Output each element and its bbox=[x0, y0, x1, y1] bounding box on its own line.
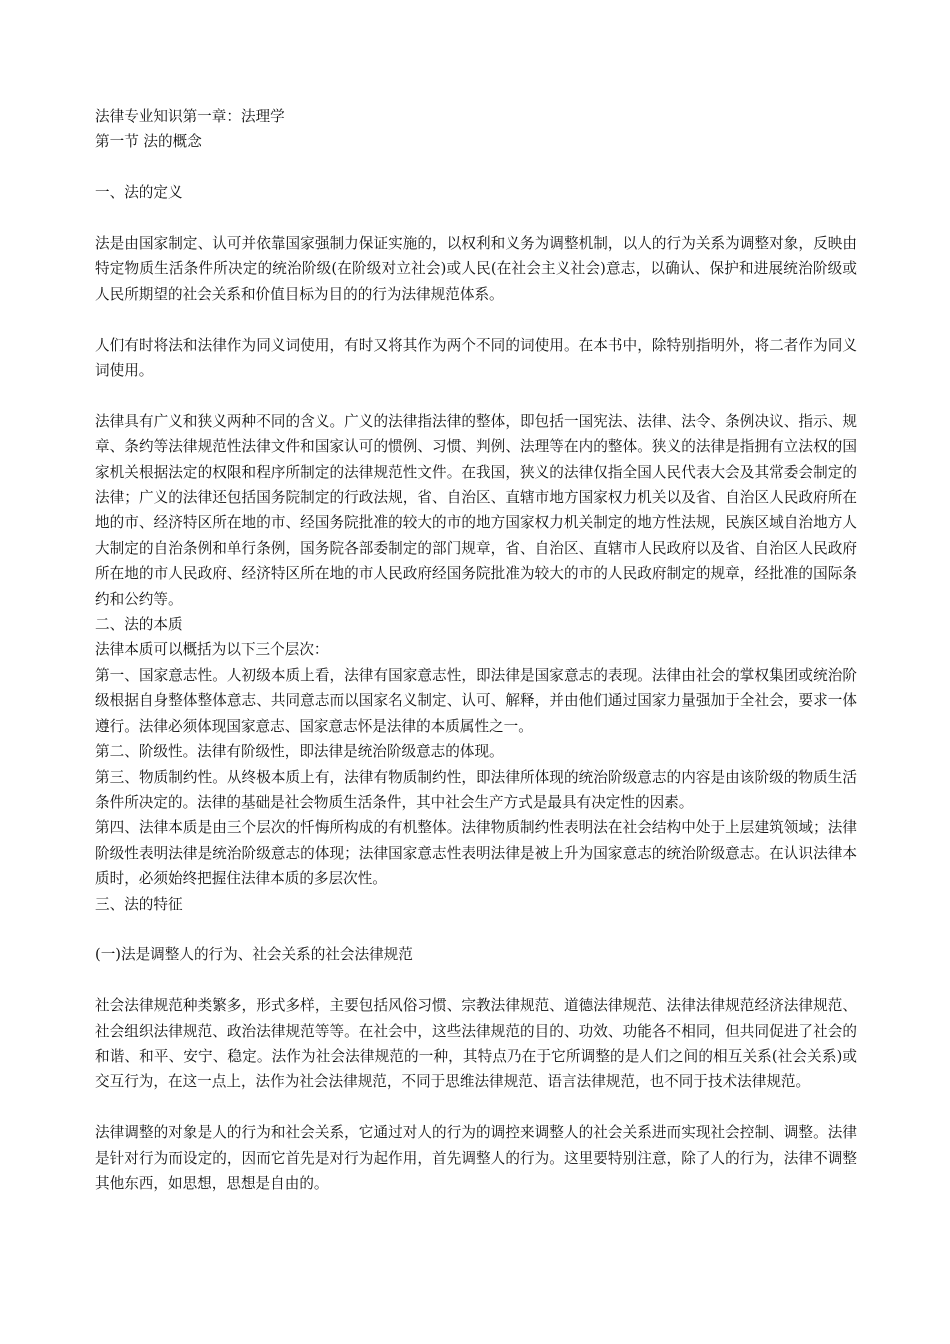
document-title: 法律专业知识第一章：法理学 bbox=[95, 108, 285, 125]
blank-line bbox=[95, 917, 857, 942]
blank-line bbox=[95, 968, 857, 993]
paragraph-broad-narrow: 法律具有广义和狭义两种不同的含义。广义的法律指法律的整体，即包括一国宪法、法律、法令、条例决议、指示、规章、条约等法律规范性法律文件和国家认可的惯例、习惯、判例、法理等在内的整体。狭义的法律是指拥有立法权的国家机关根据法定的权限和程序所制定的法律规范性文件。在我国，狭义的法律仅指全国人民代表大会及其常委会制定的法律；广义的法律还包括国务院制定的行政法规，省、自治区、直辖市地方国家权力机关以及省、自治区人民政府所在地的市、经济特区所在地的市、经国务院批准的较大的市的地方国家权力机关制定的地方性法规，民族区域自治地方人大制定的自治条例和单行条例，国务院各部委制定的部门规章，省、自治区、直辖市人民政府以及省、自治区人民政府所在地的市人民政府、经济特区所在地的市人民政府经国务院批准为较大的市的人民政府制定的规章，经批准的国际条约和公约等。 bbox=[95, 412, 857, 608]
heading-essence: 二、法的本质 bbox=[95, 616, 183, 634]
paragraph-fourth: 第四、法律本质是由三个层次的忏悔所构成的有机整体。法律物质制约性表明法在社会结构中处于上层建筑领域；法律阶级性表明法律是统治阶级意志的体现；法律国家意志性表明法律是被上升为国家意志的统治阶级意志。在认识法律本质时，必须始终把握住法律本质的多层次性。 bbox=[95, 819, 857, 888]
paragraph-synonym: 人们有时将法和法律作为同义词使用，有时又将其作为两个不同的词使用。在本书中，除特别指明外，将二者作为同义词使用。 bbox=[95, 336, 857, 380]
paragraph-essence-intro: 法律本质可以概括为以下三个层次： bbox=[95, 641, 329, 659]
blank-line bbox=[95, 155, 857, 180]
paragraph-social-norms: 社会法律规范种类繁多，形式多样，主要包括风俗习惯、宗教法律规范、道德法律规范、法律法律规范经济法律规范、社会组织法律规范、政治法律规范等等。在社会中，这些法律规范的目的、功效、功能各不相同，但共同促进了社会的和谐、和平、安宁、稳定。法作为社会法律规范的一种，其特点乃在于它所调整的是人们之间的相互关系(社会关系)或交互行为，在这一点上，法作为社会法律规范，不同于思维法律规范、语言法律规范，也不同于技术法律规范。 bbox=[95, 997, 857, 1091]
blank-line bbox=[95, 307, 857, 332]
paragraph-third: 第三、物质制约性。从终极本质上有，法律有物质制约性，即法律所体现的统治阶级意志的内容是由该阶级的物质生活条件所决定的。法律的基础是社会物质生活条件，其中社会生产方式是最具有决定性的因素。 bbox=[95, 768, 857, 811]
document-page bbox=[95, 104, 857, 1196]
subheading-social-norm: (一)法是调整人的行为、社会关系的社会法律规范 bbox=[95, 946, 413, 964]
blank-line bbox=[95, 206, 857, 231]
paragraph-definition: 法是由国家制定、认可并依靠国家强制力保证实施的，以权利和义务为调整机制，以人的行为关系为调整对象，反映由特定物质生活条件所决定的统治阶级(在阶级对立社会)或人民(在社会主义社会)意志，以确认、保护和进展统治阶级或人民所期望的社会关系和价值目标为目的的行为法律规范体系。 bbox=[95, 235, 857, 303]
blank-line bbox=[95, 1095, 857, 1120]
heading-definition: 一、法的定义 bbox=[95, 184, 183, 202]
heading-features: 三、法的特征 bbox=[95, 895, 183, 913]
paragraph-first: 第一、国家意志性。人初级本质上看，法律有国家意志性，即法律是国家意志的表现。法律由社会的掌权集团或统治阶级根据自身整体整体意志、共同意志而以国家名义制定、认可、解释，并由他们通过国家力量强加于全社会，要求一体遵行。法律必须体现国家意志、国家意志怀是法律的本质属性之一。 bbox=[95, 666, 857, 735]
section-heading: 第一节 法的概念 bbox=[95, 133, 202, 151]
paragraph-second: 第二、阶级性。法律有阶级性，即法律是统治阶级意志的体现。 bbox=[95, 743, 504, 761]
blank-line bbox=[95, 383, 857, 408]
paragraph-object: 法律调整的对象是人的行为和社会关系，它通过对人的行为的调控来调整人的社会关系进而实现社会控制、调整。法律是针对行为而设定的，因而它首先是对行为起作用，首先调整人的行为。这里要特别注意，除了人的行为，法律不调整其他东西，如思想，思想是自由的。 bbox=[95, 1124, 857, 1192]
